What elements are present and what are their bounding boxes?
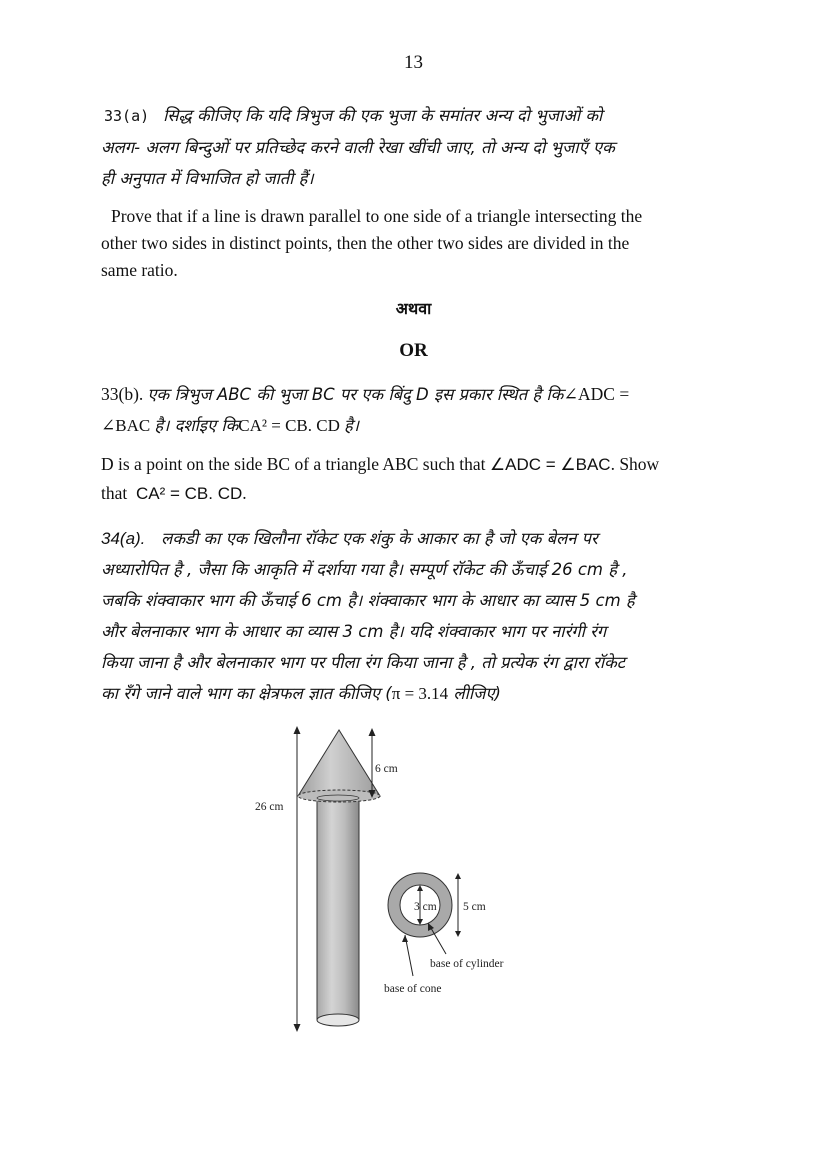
- cone-top: [298, 730, 380, 802]
- q33a-label: 33(a): [104, 107, 150, 125]
- q33a-hindi-line-1: 33(a) सिद्ध कीजिए कि यदि त्रिभुज की एक भुजा के समांतर अन्य दो भुजाओं को: [104, 106, 603, 125]
- q33a-english-line-1: Prove that if a line is drawn parallel to one side of a triangle intersecting the: [111, 206, 643, 226]
- cone-height-label: 6 cm: [375, 763, 398, 775]
- base-of-cone-label: base of cone: [384, 983, 442, 995]
- q33a-hindi-line-3: ही अनुपात में विभाजित हो जाती हैं।: [101, 169, 314, 188]
- base-of-cylinder-label: base of cylinder: [430, 958, 504, 970]
- page-number: 13: [404, 52, 423, 73]
- question-33a-english: [101, 203, 741, 284]
- rocket-figure: [245, 718, 555, 1036]
- q34a-label: 34(a).: [101, 529, 146, 548]
- question-33b-hindi: [101, 379, 741, 441]
- q34a-line-1: 34(a). लकडी का एक खिलौना रॉकेट एक शंकु के आकार का है जो एक बेलन पर: [101, 529, 598, 548]
- total-height-label: 26 cm: [255, 801, 284, 813]
- total-height-arrow: [294, 726, 301, 1032]
- rocket-diagram: [245, 718, 555, 1036]
- q33a-english-line-3: same ratio.: [101, 260, 178, 280]
- cylinder-body: [317, 798, 359, 1026]
- q33b-label: 33(b).: [101, 384, 144, 404]
- q34a-line-5: किया जाना है और बेलनाकार भाग पर पीला रंग किया जाना है , तो प्रत्येक रंग द्वारा रॉकेट: [101, 653, 626, 672]
- question-33b-english: [101, 451, 741, 507]
- q33b-hindi-line-2: ∠BAC है। दर्शाइए किCA² = CB. CD है।: [101, 416, 359, 435]
- q34a-line-3: जबकि शंक्वाकार भाग की ऊँचाई 6 cm है। शंक्वाकार भाग के आधार का व्यास 5 cm है: [101, 591, 635, 610]
- q33b-hindi-line-1: 33(b). एक त्रिभुज ABC की भुजा BC पर एक बिंदु D इस प्रकार स्थित है कि∠ADC =: [101, 384, 630, 404]
- q33a-hindi-line-2: अलग- अलग बिन्दुओं पर प्रतिच्छेद करने वाली रेखा खींची जाए, तो अन्य दो भुजाएँ एक: [101, 138, 615, 157]
- question-34a: [101, 523, 741, 709]
- q34a-line-2: अध्यारोपित है , जैसा कि आकृति में दर्शाया गया है। सम्पूर्ण रॉकेट की ऊँचाई 26 cm है ,: [101, 560, 628, 579]
- q34a-line-4: और बेलनाकार भाग के आधार का व्यास 3 cm है। यदि शंक्वाकार भाग पर नारंगी रंग: [101, 622, 607, 641]
- or-hindi: अथवा: [395, 299, 432, 318]
- cylinder-diameter-label: 3 cm: [414, 901, 437, 913]
- q34a-line-6: का रँगे जाने वाले भाग का क्षेत्रफल ज्ञात कीजिए (π = 3.14 लीजिए): [101, 684, 501, 703]
- cone-diameter-label: 5 cm: [463, 901, 486, 913]
- question-33a-hindi: [101, 100, 741, 194]
- q33a-english-line-2: other two sides in distinct points, then the other two sides are divided in the: [101, 233, 630, 253]
- or-english: OR: [399, 340, 428, 361]
- q33b-english-line-2: that CA² = CB. CD.: [101, 483, 247, 503]
- q33b-english-line-1: D is a point on the side BC of a triangle ABC such that ∠ADC = ∠BAC. Show: [101, 454, 660, 474]
- cone-diameter-arrow: [455, 873, 461, 937]
